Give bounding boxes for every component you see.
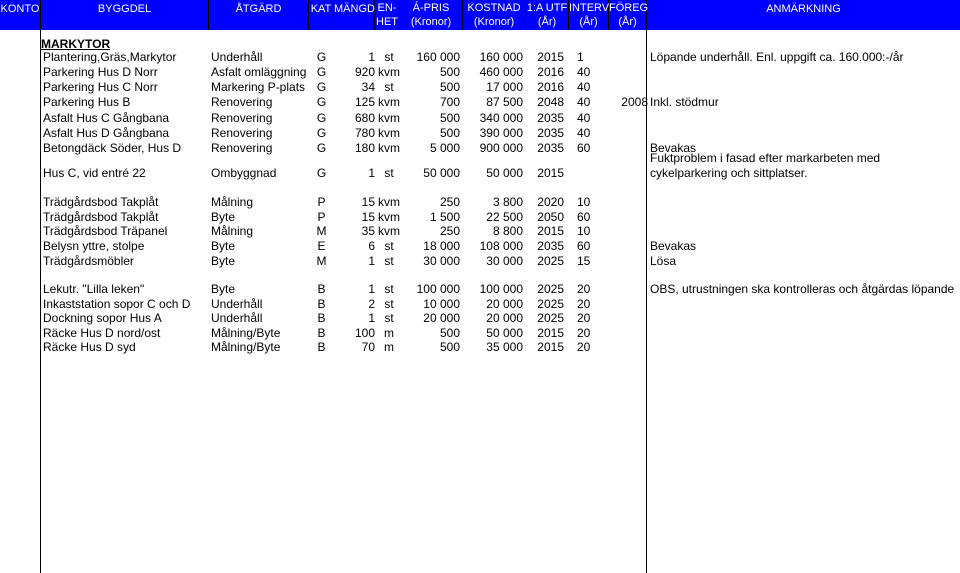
cell-enhet: kvm [378,141,400,155]
cell-kostnad: 50 000 [486,326,523,340]
cell-enhet: st [384,239,394,253]
cell-foreg: 2008 [621,95,648,109]
cell-kat: G [316,166,327,180]
cell-interv: 40 [577,111,591,125]
cell-kostnad: 108 000 [479,239,523,253]
cell-kat: B [317,340,326,354]
cell-mangd: 70 [361,340,375,354]
cell-enhet: kvm [378,111,400,125]
cell-mangd: 1 [368,311,375,325]
cell-atgard: Byte [211,254,236,268]
cell-apris: 18 000 [423,239,460,253]
table-row [0,80,960,94]
cell-enhet: kvm [378,126,400,140]
cell-kostnad: 100 000 [479,282,523,296]
cell-kostnad: 3 800 [492,195,523,209]
cell-apris: 5 000 [429,141,460,155]
header-kat: KAT [309,0,334,30]
cell-mangd: 780 [354,126,375,140]
cell-utf: 2048 [537,95,564,109]
table-row [0,224,960,238]
header-apris: Á-PRIS (Kronor) [400,0,463,30]
cell-interv: 40 [577,65,591,79]
cell-interv: 40 [577,80,591,94]
cell-interv: 20 [577,311,591,325]
cell-byggdel: Asfalt Hus C Gångbana [43,111,170,125]
cell-utf: 2015 [537,224,564,238]
cell-kostnad: 50 000 [486,166,523,180]
cell-kat: G [316,65,327,79]
cell-enhet: st [384,50,394,64]
cell-mangd: 34 [361,80,375,94]
cell-mangd: 1 [368,166,375,180]
cell-interv: 20 [577,282,591,296]
cell-interv: 60 [577,210,591,224]
cell-atgard: Målning [211,224,254,238]
cell-atgard: Renovering [211,111,273,125]
header-foreg: FÖREG (År) [609,2,649,28]
cell-utf: 2035 [537,239,564,253]
table-row [0,111,960,125]
cell-apris: 500 [439,326,460,340]
cell-kostnad: 900 000 [479,141,523,155]
cell-mangd: 15 [361,210,375,224]
cell-anm: Bevakas [650,141,697,155]
cell-atgard: Markering P-plats [211,80,306,94]
table-row [0,126,960,140]
cell-kat: G [316,50,327,64]
cell-enhet: st [384,254,394,268]
cell-kat: P [317,195,326,209]
cell-mangd: 180 [354,141,375,155]
cell-kostnad: 160 000 [479,50,523,64]
header-enhet: EN- HET [376,2,398,28]
header-interv: INTERV (År) [569,2,610,28]
table-header [0,0,960,30]
cell-mangd: 920 [354,65,375,79]
cell-atgard: Målning [211,195,254,209]
cell-atgard: Underhåll [211,297,263,311]
cell-utf: 2015 [537,326,564,340]
cell-interv: 40 [577,95,591,109]
cell-kostnad: 87 500 [486,95,523,109]
cell-mangd: 1 [368,50,375,64]
cell-kat: P [317,210,326,224]
cell-enhet: m [384,326,394,340]
cell-byggdel: Lekutr. "Lilla leken" [43,282,145,296]
cell-anm: Lösa [650,254,677,268]
header-mangd: MÄNGD [334,0,375,30]
header-konto: KONTO [0,0,41,30]
cell-atgard: Renovering [211,95,273,109]
cell-interv: 20 [577,297,591,311]
cell-utf: 2035 [537,141,564,155]
cell-enhet: st [384,80,394,94]
cell-apris: 500 [439,80,460,94]
cell-kostnad: 17 000 [486,80,523,94]
cell-byggdel: Trädgårdsmöbler [43,254,134,268]
table-row [0,50,960,64]
cell-mangd: 6 [368,239,375,253]
cell-apris: 100 000 [416,282,460,296]
cell-enhet: kvm [378,95,400,109]
cell-interv: 10 [577,224,591,238]
cell-kat: G [316,95,327,109]
cell-enhet: st [384,311,394,325]
cell-apris: 250 [439,195,460,209]
header-kostnad: KOSTNAD (Kronor) [463,0,526,30]
cell-interv: 15 [577,254,591,268]
cell-mangd: 125 [354,95,375,109]
cell-atgard: Ombyggnad [211,166,277,180]
cell-enhet: kvm [378,210,400,224]
cell-anm: Inkl. stödmur [650,95,719,109]
cell-byggdel: Dockning sopor Hus A [43,311,162,325]
cell-apris: 500 [439,126,460,140]
table-row [0,95,960,109]
header-byggdel: BYGGDEL [41,0,209,30]
cell-apris: 30 000 [423,254,460,268]
cell-apris: 500 [439,340,460,354]
cell-utf: 2025 [537,297,564,311]
cell-apris: 500 [439,65,460,79]
cell-byggdel: Trädgårdsbod Takplåt [43,195,159,209]
cell-apris: 20 000 [423,311,460,325]
cell-enhet: m [384,340,394,354]
cell-interv: 60 [577,141,591,155]
cell-mangd: 680 [354,111,375,125]
table-row [0,195,960,209]
cell-kat: G [316,80,327,94]
cell-kostnad: 22 500 [486,210,523,224]
cell-atgard: Målning/Byte [211,326,281,340]
cell-kat: B [317,326,326,340]
cell-mangd: 100 [354,326,375,340]
table-row [0,311,960,325]
cell-apris: 50 000 [423,166,460,180]
table-row [0,65,960,79]
cell-byggdel: Trädgårdsbod Träpanel [43,224,168,238]
cell-kostnad: 20 000 [486,297,523,311]
cell-byggdel: Räcke Hus D nord/ost [43,326,161,340]
cell-byggdel: Hus C, vid entré 22 [43,166,146,180]
cell-byggdel: Parkering Hus D Norr [43,65,158,79]
hus-c-note-line2: cykelparkering och sittplatser. [650,166,808,180]
cell-atgard: Byte [211,239,236,253]
cell-enhet: st [384,297,394,311]
cell-kostnad: 20 000 [486,311,523,325]
cell-utf: 2025 [537,311,564,325]
cell-kat: G [316,141,327,155]
cell-byggdel: Plantering,Gräs,Markytor [43,50,177,64]
cell-utf: 2016 [537,65,564,79]
cell-byggdel: Inkaststation sopor C och D [43,297,191,311]
cell-mangd: 1 [368,282,375,296]
cell-utf: 2035 [537,126,564,140]
cell-mangd: 2 [368,297,375,311]
header-anmarkning: ANMÄRKNING [766,3,841,15]
header-atgard: ÅTGÄRD [209,0,309,30]
cell-byggdel: Parkering Hus B [43,95,131,109]
cell-utf: 2015 [537,166,564,180]
cell-atgard: Byte [211,282,236,296]
section-title: MARKYTOR [41,37,111,51]
cell-atgard: Renovering [211,141,273,155]
cell-anm: Bevakas [650,239,697,253]
cell-enhet: st [384,282,394,296]
cell-kat: B [317,282,326,296]
cell-anm: Löpande underhåll. Enl. uppgift ca. 160.000:-/år [650,50,904,64]
cell-byggdel: Trädgårdsbod Takplåt [43,210,159,224]
cell-utf: 2016 [537,80,564,94]
cell-byggdel: Belysn yttre, stolpe [43,239,145,253]
cell-kostnad: 8 800 [492,224,523,238]
cell-kostnad: 390 000 [479,126,523,140]
cell-kostnad: 35 000 [486,340,523,354]
table-row [0,326,960,340]
cell-enhet: st [384,166,394,180]
cell-byggdel: Räcke Hus D syd [43,340,136,354]
cell-atgard: Asfalt omläggning [211,65,307,79]
cell-apris: 700 [439,95,460,109]
cell-kostnad: 340 000 [479,111,523,125]
cell-utf: 2015 [537,50,564,64]
cell-interv: 60 [577,239,591,253]
cell-interv: 40 [577,126,591,140]
cell-utf: 2035 [537,111,564,125]
cell-anm: OBS, utrustningen ska kontrolleras och åtgärdas löpande [650,282,955,296]
cell-utf: 2025 [537,254,564,268]
table-row [0,340,960,354]
cell-interv: 20 [577,340,591,354]
cell-interv: 20 [577,326,591,340]
cell-atgard: Målning/Byte [211,340,281,354]
cell-atgard: Underhåll [211,311,263,325]
table-row [0,239,960,253]
table-row [0,282,960,296]
cell-enhet: kvm [378,65,400,79]
hus-c-note-line1: Fuktproblem i fasad efter markarbeten med [650,151,881,165]
cell-utf: 2050 [537,210,564,224]
cell-byggdel: Betongdäck Söder, Hus D [43,141,182,155]
cell-kostnad: 30 000 [486,254,523,268]
cell-kat: B [317,311,326,325]
cell-kat: E [317,239,326,253]
cell-interv: 1 [577,50,584,64]
cell-kat: G [316,126,327,140]
header-utf: 1:A UTF (År) [526,2,568,28]
cell-kat: B [317,297,326,311]
cell-atgard: Renovering [211,126,273,140]
hus-c-note [650,151,880,181]
cell-byggdel: Parkering Hus C Norr [43,80,158,94]
cell-apris: 160 000 [416,50,460,64]
cell-utf: 2015 [537,340,564,354]
cell-apris: 500 [439,111,460,125]
cell-mangd: 15 [361,195,375,209]
table-row [0,297,960,311]
cell-enhet: kvm [378,195,400,209]
cell-byggdel: Asfalt Hus D Gångbana [43,126,170,140]
cell-mangd: 1 [368,254,375,268]
cell-atgard: Byte [211,210,236,224]
cell-kat: G [316,111,327,125]
cell-utf: 2025 [537,282,564,296]
cell-apris: 250 [439,224,460,238]
cell-apris: 1 500 [429,210,460,224]
cell-kostnad: 460 000 [479,65,523,79]
cell-interv: 10 [577,195,591,209]
table-body [0,30,960,573]
cell-kat: M [316,254,327,268]
cell-kat: M [316,224,327,238]
cell-atgard: Underhåll [211,50,263,64]
cell-enhet: kvm [378,224,400,238]
cell-mangd: 35 [361,224,375,238]
table-row [0,210,960,224]
cell-apris: 10 000 [423,297,460,311]
cell-utf: 2020 [537,195,564,209]
table-row [0,254,960,268]
